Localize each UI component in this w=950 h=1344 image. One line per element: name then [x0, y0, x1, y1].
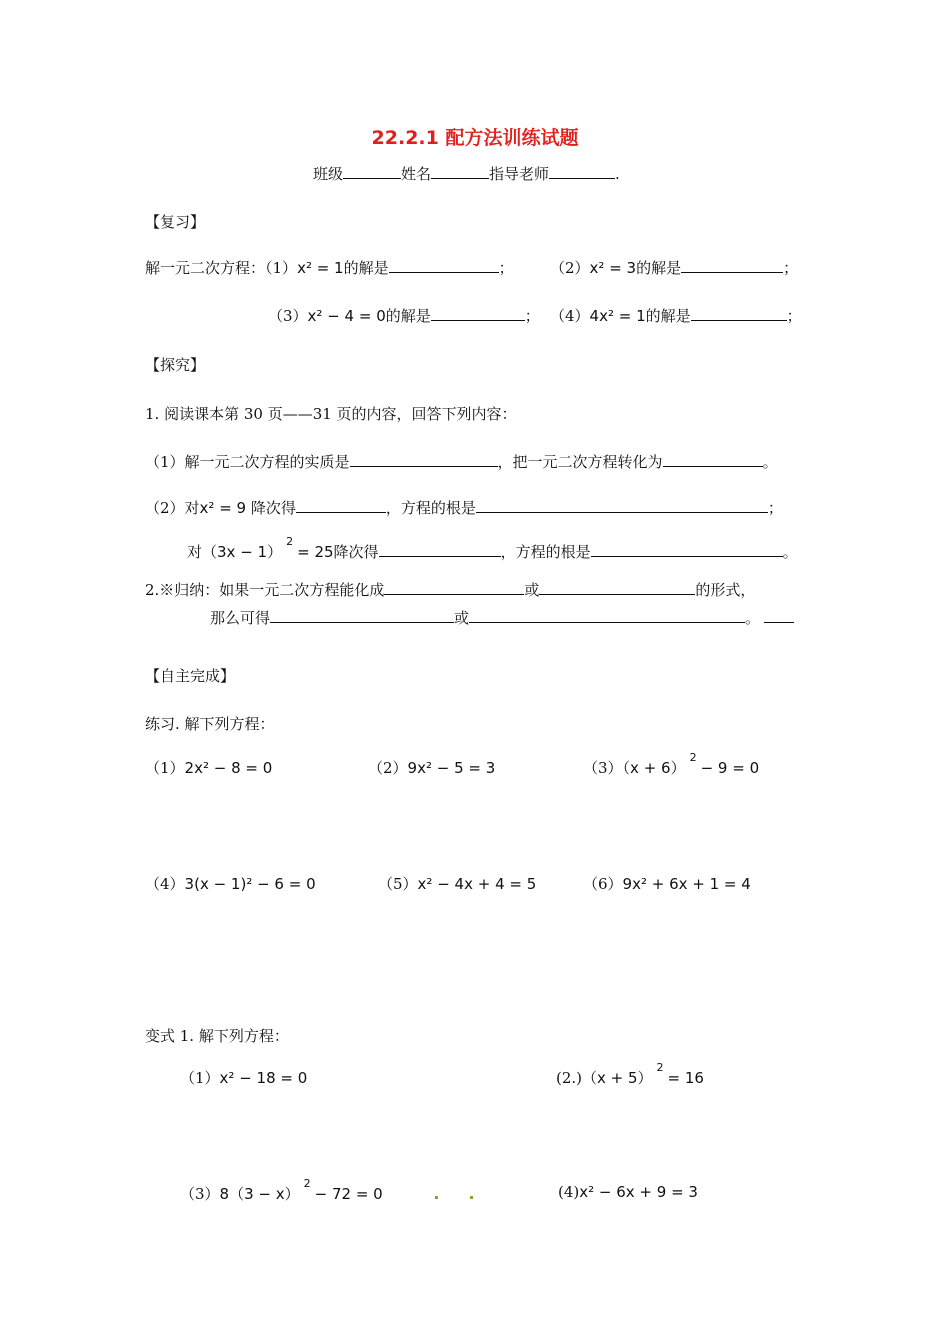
- answer-blank[interactable]: [350, 452, 498, 467]
- q1-2-equation: x² = 9: [199, 499, 247, 517]
- name-blank[interactable]: [431, 164, 489, 179]
- variant-label: 变式 1. 解下列方程：: [145, 1027, 289, 1045]
- review-item-num: （2）: [550, 259, 590, 277]
- q2-line2-end: 。: [745, 609, 761, 627]
- answer-blank[interactable]: [379, 542, 501, 557]
- q1-3-end: 。: [782, 543, 798, 561]
- answer-blank[interactable]: [389, 258, 499, 273]
- review-item-num: （1）: [265, 259, 298, 277]
- practice-equation-rest: − 9 = 0: [700, 759, 760, 777]
- practice-num: （3）: [583, 759, 623, 777]
- practice-num: （5）: [378, 875, 418, 893]
- answer-blank[interactable]: [539, 580, 695, 595]
- variant-equation-base: 8（3 − x）: [219, 1185, 300, 1203]
- q1-1-text-b: ，把一元二次方程转化为: [497, 453, 663, 471]
- variant-num: （3）: [180, 1185, 220, 1203]
- q2-text-b: 的形式，: [695, 581, 756, 599]
- practice-equation: 3(x − 1)² − 6 = 0: [184, 875, 316, 893]
- review-equation: x² − 4 = 0: [307, 307, 386, 325]
- review-suffix: 的解是: [645, 307, 691, 325]
- practice-equation: 9x² + 6x + 1 = 4: [622, 875, 751, 893]
- self-heading: 【自主完成】: [145, 667, 236, 685]
- answer-blank[interactable]: [764, 608, 794, 623]
- practice-item-3: [583, 751, 760, 780]
- review-suffix: 的解是: [636, 259, 682, 277]
- q1-3-equation: 3x − 1: [217, 543, 268, 561]
- review-heading: 【复习】: [145, 213, 206, 231]
- answer-blank[interactable]: [691, 306, 787, 321]
- student-info-line: [313, 164, 620, 184]
- review-suffix: 的解是: [343, 259, 389, 277]
- q1-3-close: ）: [267, 543, 283, 561]
- class-blank[interactable]: [343, 164, 401, 179]
- variant-exponent: 2: [656, 1061, 664, 1074]
- q1-1-text: （1）解一元二次方程的实质是: [145, 453, 350, 471]
- practice-item-6: [583, 874, 751, 894]
- class-label: 班级: [313, 165, 344, 183]
- practice-label: 练习. 解下列方程：: [145, 715, 275, 733]
- practice-num: （2）: [368, 759, 408, 777]
- variant-item-1: [180, 1068, 307, 1088]
- review-suffix: 的解是: [385, 307, 431, 325]
- explore-q1-2: [145, 498, 783, 518]
- variant-equation-rest: − 72 = 0: [314, 1185, 383, 1203]
- teacher-label: 指导老师: [489, 165, 550, 183]
- answer-blank[interactable]: [469, 608, 745, 623]
- q1-2-text-c: ，方程的根是: [385, 499, 476, 517]
- practice-equation: 9x² − 5 = 3: [407, 759, 496, 777]
- practice-equation: x² − 4x + 4 = 5: [417, 875, 537, 893]
- variant-equation-rest: = 16: [667, 1069, 704, 1087]
- answer-blank[interactable]: [296, 498, 386, 513]
- variant-equation: x² − 6x + 9 = 3: [579, 1183, 698, 1201]
- variant-item-3: [180, 1177, 383, 1206]
- variant-item-2: [556, 1061, 704, 1090]
- practice-item-2: [368, 758, 495, 778]
- practice-item-4: [145, 874, 316, 894]
- q1-3-exponent: 2: [286, 535, 294, 548]
- decorative-dot: [470, 1196, 473, 1199]
- practice-item-1: [145, 758, 272, 778]
- q2-line2-text: 那么可得: [210, 609, 271, 627]
- review-equation: x² = 1: [297, 259, 344, 277]
- q1-3-text-c: ，方程的根是: [500, 543, 591, 561]
- header-end: .: [615, 165, 620, 183]
- review-item-num: （3）: [268, 307, 308, 325]
- variant-equation-base: （x + 5）: [582, 1069, 653, 1087]
- variant-num: (2.): [556, 1069, 583, 1087]
- answer-blank[interactable]: [591, 542, 783, 557]
- explore-q1-1: [145, 452, 778, 472]
- variant-exponent: 2: [303, 1177, 311, 1190]
- q1-2-text: （2）对: [145, 499, 200, 517]
- review-end: ；: [498, 259, 514, 277]
- review-end: ；: [786, 307, 802, 325]
- explore-heading: 【探究】: [145, 356, 206, 374]
- q1-3-equation-rhs: = 25: [297, 543, 334, 561]
- practice-exponent: 2: [689, 751, 697, 764]
- answer-blank[interactable]: [681, 258, 783, 273]
- answer-blank[interactable]: [270, 608, 454, 623]
- practice-num: （4）: [145, 875, 185, 893]
- review-row-2: [268, 306, 540, 326]
- explore-q2-line2: [210, 608, 794, 628]
- review-lead: 解一元二次方程：: [145, 259, 266, 277]
- practice-equation-base: （x + 6）: [622, 759, 686, 777]
- q2-or: 或: [524, 581, 540, 599]
- answer-blank[interactable]: [663, 452, 763, 467]
- review-item-num: （4）: [550, 307, 590, 325]
- teacher-blank[interactable]: [549, 164, 615, 179]
- q1-3-text-b: 降次得: [333, 543, 379, 561]
- variant-num: （1）: [180, 1069, 220, 1087]
- answer-blank[interactable]: [476, 498, 768, 513]
- review-end: ；: [524, 307, 540, 325]
- answer-blank[interactable]: [431, 306, 525, 321]
- review-row-2b: [550, 306, 802, 326]
- answer-blank[interactable]: [384, 580, 524, 595]
- variant-equation: x² − 18 = 0: [219, 1069, 308, 1087]
- q1-2-text-b: 降次得: [246, 499, 296, 517]
- review-equation: 4x² = 1: [589, 307, 646, 325]
- practice-item-5: [378, 874, 536, 894]
- page-title: 22.2.1 配方法训练试题: [371, 127, 579, 149]
- q1-1-end: 。: [762, 453, 778, 471]
- review-equation: x² = 3: [589, 259, 637, 277]
- name-label: 姓名: [401, 165, 432, 183]
- q1-2-end: ；: [767, 499, 783, 517]
- q2-line2-or: 或: [454, 609, 470, 627]
- practice-equation: 2x² − 8 = 0: [184, 759, 273, 777]
- review-row-1: [145, 258, 514, 278]
- practice-num: （6）: [583, 875, 623, 893]
- practice-num: （1）: [145, 759, 185, 777]
- variant-num: (4): [558, 1183, 580, 1201]
- q2-text: 2.※归纳：如果一元二次方程能化成: [145, 581, 385, 599]
- review-row-1b: [550, 258, 798, 278]
- variant-item-4: [558, 1182, 698, 1202]
- review-end: ；: [783, 259, 799, 277]
- explore-q2: [145, 580, 755, 600]
- explore-q1: 1. 阅读课本第 30 页——31 页的内容，回答下列内容：: [145, 405, 517, 423]
- decorative-dot: [435, 1196, 438, 1199]
- explore-q1-3: [187, 535, 798, 564]
- q1-3-text: 对（: [187, 543, 218, 561]
